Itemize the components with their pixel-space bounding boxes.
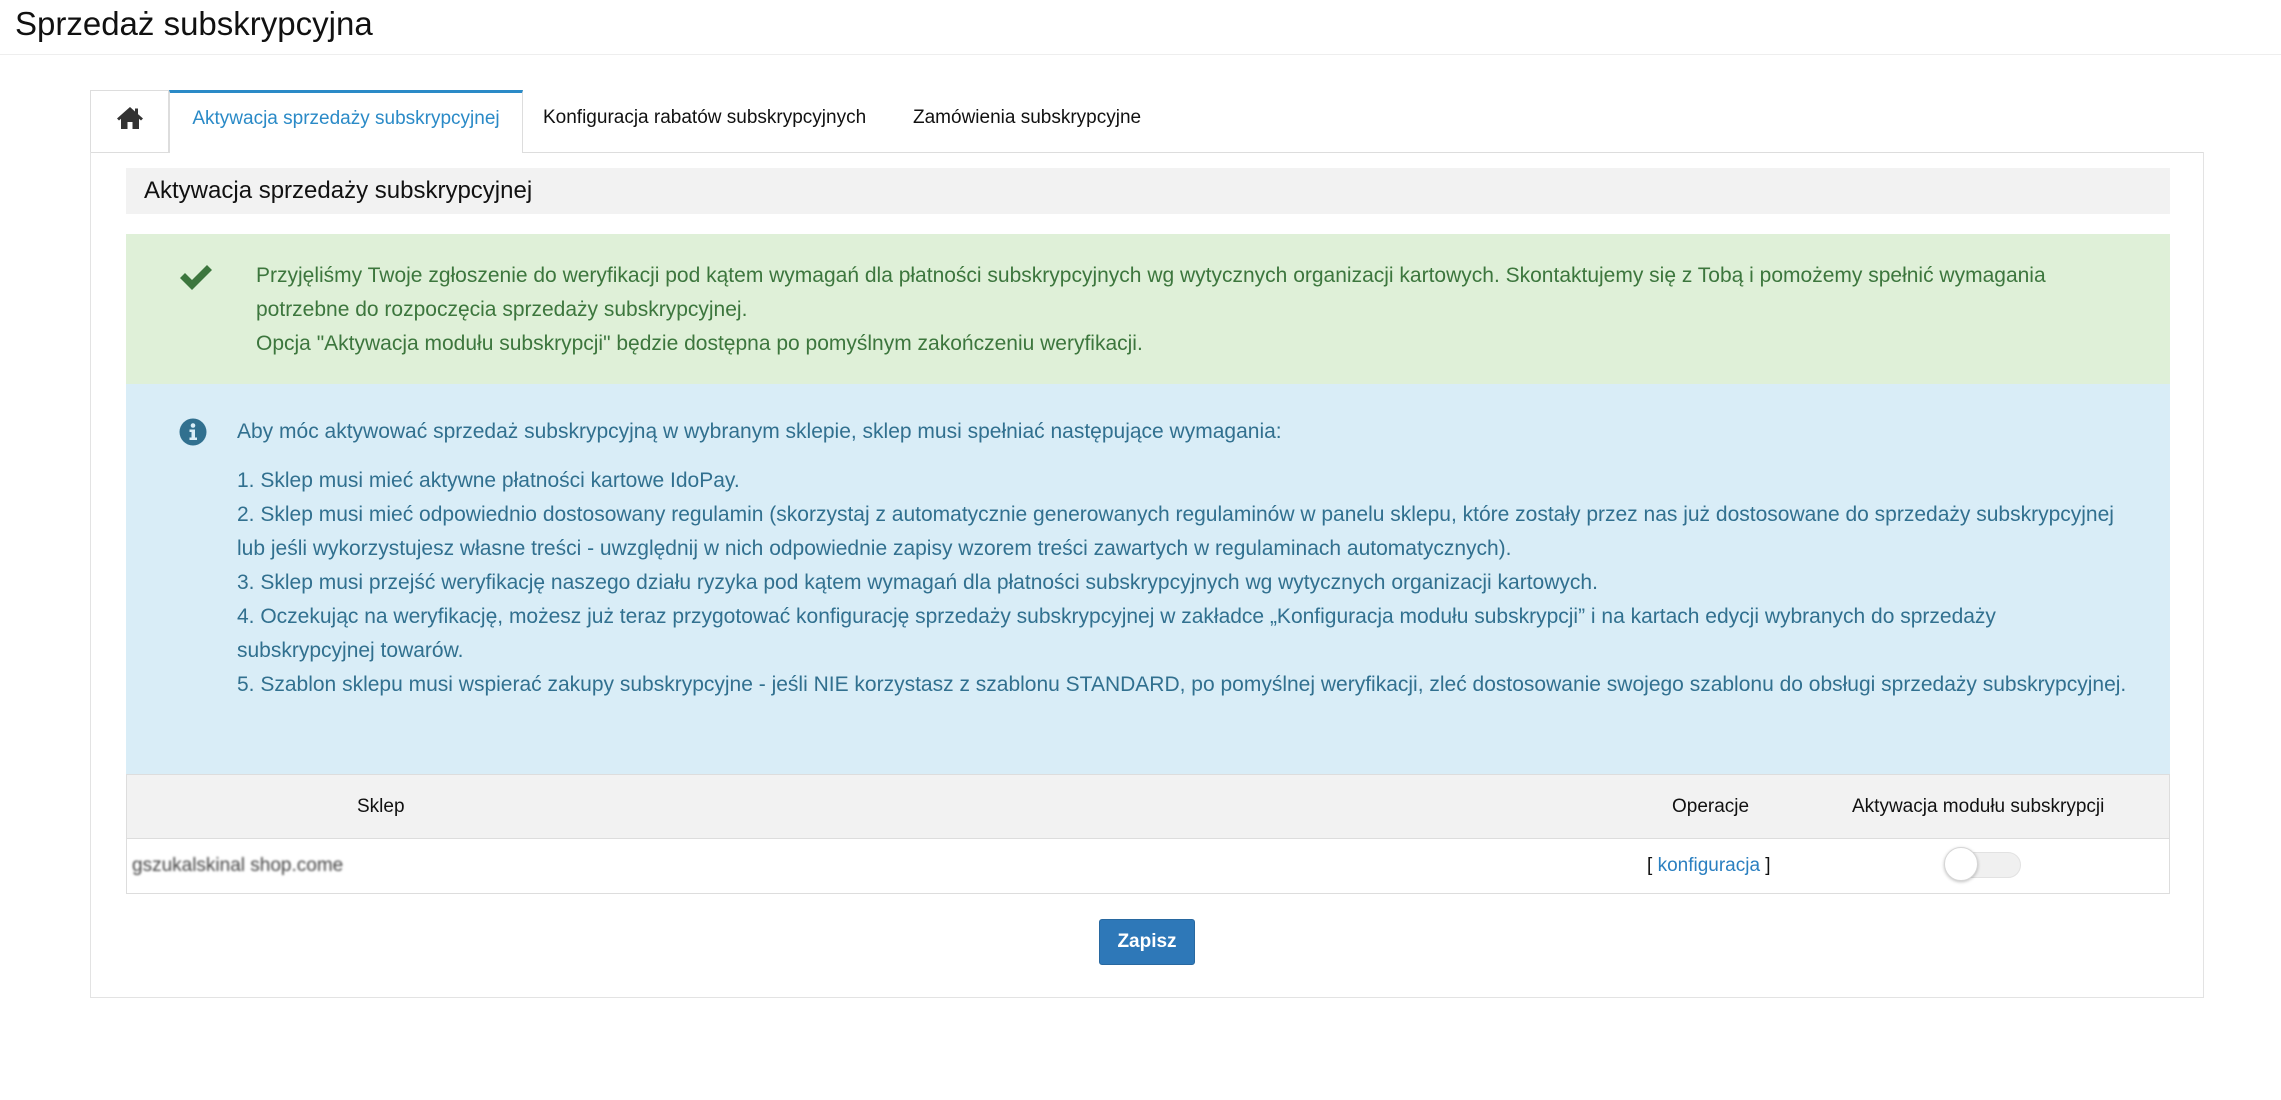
tab-subscription-activation[interactable]: Aktywacja sprzedaży subskrypcyjnej bbox=[169, 90, 523, 153]
subscription-activation-toggle[interactable] bbox=[1945, 852, 2021, 878]
tab-subscription-orders[interactable]: Zamówienia subskrypcyjne bbox=[913, 107, 1142, 128]
requirement-item: 2. Sklep musi mieć odpowiednio dostosowany regulamin (skorzystaj z automatycznie generowanych regulaminów w panelu sklepu, które zostały przez nas już dostosowane do sprzedaży subskrypcyjnej lub jeśli wykorzystujesz własne treści - uwzględnij w nich odpowiednie zapisy wzorem treści zawartych w regulaminach automatycznych). bbox=[237, 503, 2114, 560]
success-alert-line-1: Przyjęliśmy Twoje zgłoszenie do weryfikacji pod kątem wymagań dla płatności subskrypcyjnych wg wytycznych organizacji kartowych. Skontaktujemy się z Tobą i pomożemy spełnić wymagania potrzebne do rozpoczęcia sprzedaży subskrypcyjnej. bbox=[256, 264, 2046, 321]
info-icon bbox=[179, 418, 207, 451]
tab-subscription-discounts[interactable]: Konfiguracja rabatów subskrypcyjnych bbox=[543, 107, 867, 128]
column-header-operations: Operacje bbox=[1672, 796, 1750, 817]
home-icon bbox=[116, 106, 144, 130]
shops-table bbox=[126, 774, 2170, 894]
success-alert-line-2: Opcja "Aktywacja modułu subskrypcji" będzie dostępna po pomyślnym zakończeniu weryfikacji. bbox=[256, 332, 1143, 355]
requirement-item: 3. Sklep musi przejść weryfikację naszego działu ryzyka pod kątem wymagań dla płatności subskrypcyjnych wg wytycznych organizacji kartowych. bbox=[237, 571, 1598, 594]
table-header bbox=[127, 775, 2169, 839]
toggle-knob bbox=[1944, 847, 1978, 881]
column-header-shop: Sklep bbox=[357, 796, 405, 817]
configuration-link[interactable]: konfiguracja bbox=[1657, 855, 1761, 876]
page-title: Sprzedaż subskrypcyjna bbox=[15, 5, 373, 42]
tab-bar bbox=[90, 90, 2204, 153]
operations-cell bbox=[1647, 839, 1771, 893]
info-alert-intro: Aby móc aktywować sprzedaż subskrypcyjną w wybranym sklepie, sklep musi spełniać następujące wymagania: bbox=[237, 420, 1282, 443]
requirement-item: 5. Szablon sklepu musi wspierać zakupy subskrypcyjne - jeśli NIE korzystasz z szablonu STANDARD, po pomyślnej weryfikacji, zleć dostosowanie swojego szablonu do obsługi sprzedaży subskrypcyjnej. bbox=[237, 673, 2127, 696]
table-row bbox=[127, 839, 2169, 893]
bracket-open: [ bbox=[1647, 855, 1658, 876]
column-header-activation: Aktywacja modułu subskrypcji bbox=[1852, 796, 2105, 817]
page-header bbox=[0, 0, 2281, 55]
save-button[interactable]: Zapisz bbox=[1099, 919, 1195, 965]
requirement-item: 1. Sklep musi mieć aktywne płatności kartowe IdoPay. bbox=[237, 469, 740, 492]
tab-home[interactable] bbox=[90, 90, 169, 152]
requirement-item: 4. Oczekując na weryfikację, możesz już teraz przygotować konfigurację sprzedaży subskrypcyjnej w zakładce „Konfiguracja modułu subskrypcji” i na kartach edycji wybranych do sprzedaży subskrypcyjnej towarów. bbox=[237, 605, 1996, 662]
requirements-list bbox=[237, 464, 2137, 702]
section-title: Aktywacja sprzedaży subskrypcyjnej bbox=[126, 168, 2170, 214]
checkmark-icon bbox=[178, 262, 214, 297]
info-alert bbox=[126, 384, 2170, 774]
success-alert bbox=[126, 234, 2170, 384]
success-alert-text bbox=[256, 259, 2136, 361]
shop-name: gszukalskinal shop.come bbox=[132, 855, 344, 876]
bracket-close: ] bbox=[1760, 855, 1771, 876]
tab-panel bbox=[90, 152, 2204, 998]
